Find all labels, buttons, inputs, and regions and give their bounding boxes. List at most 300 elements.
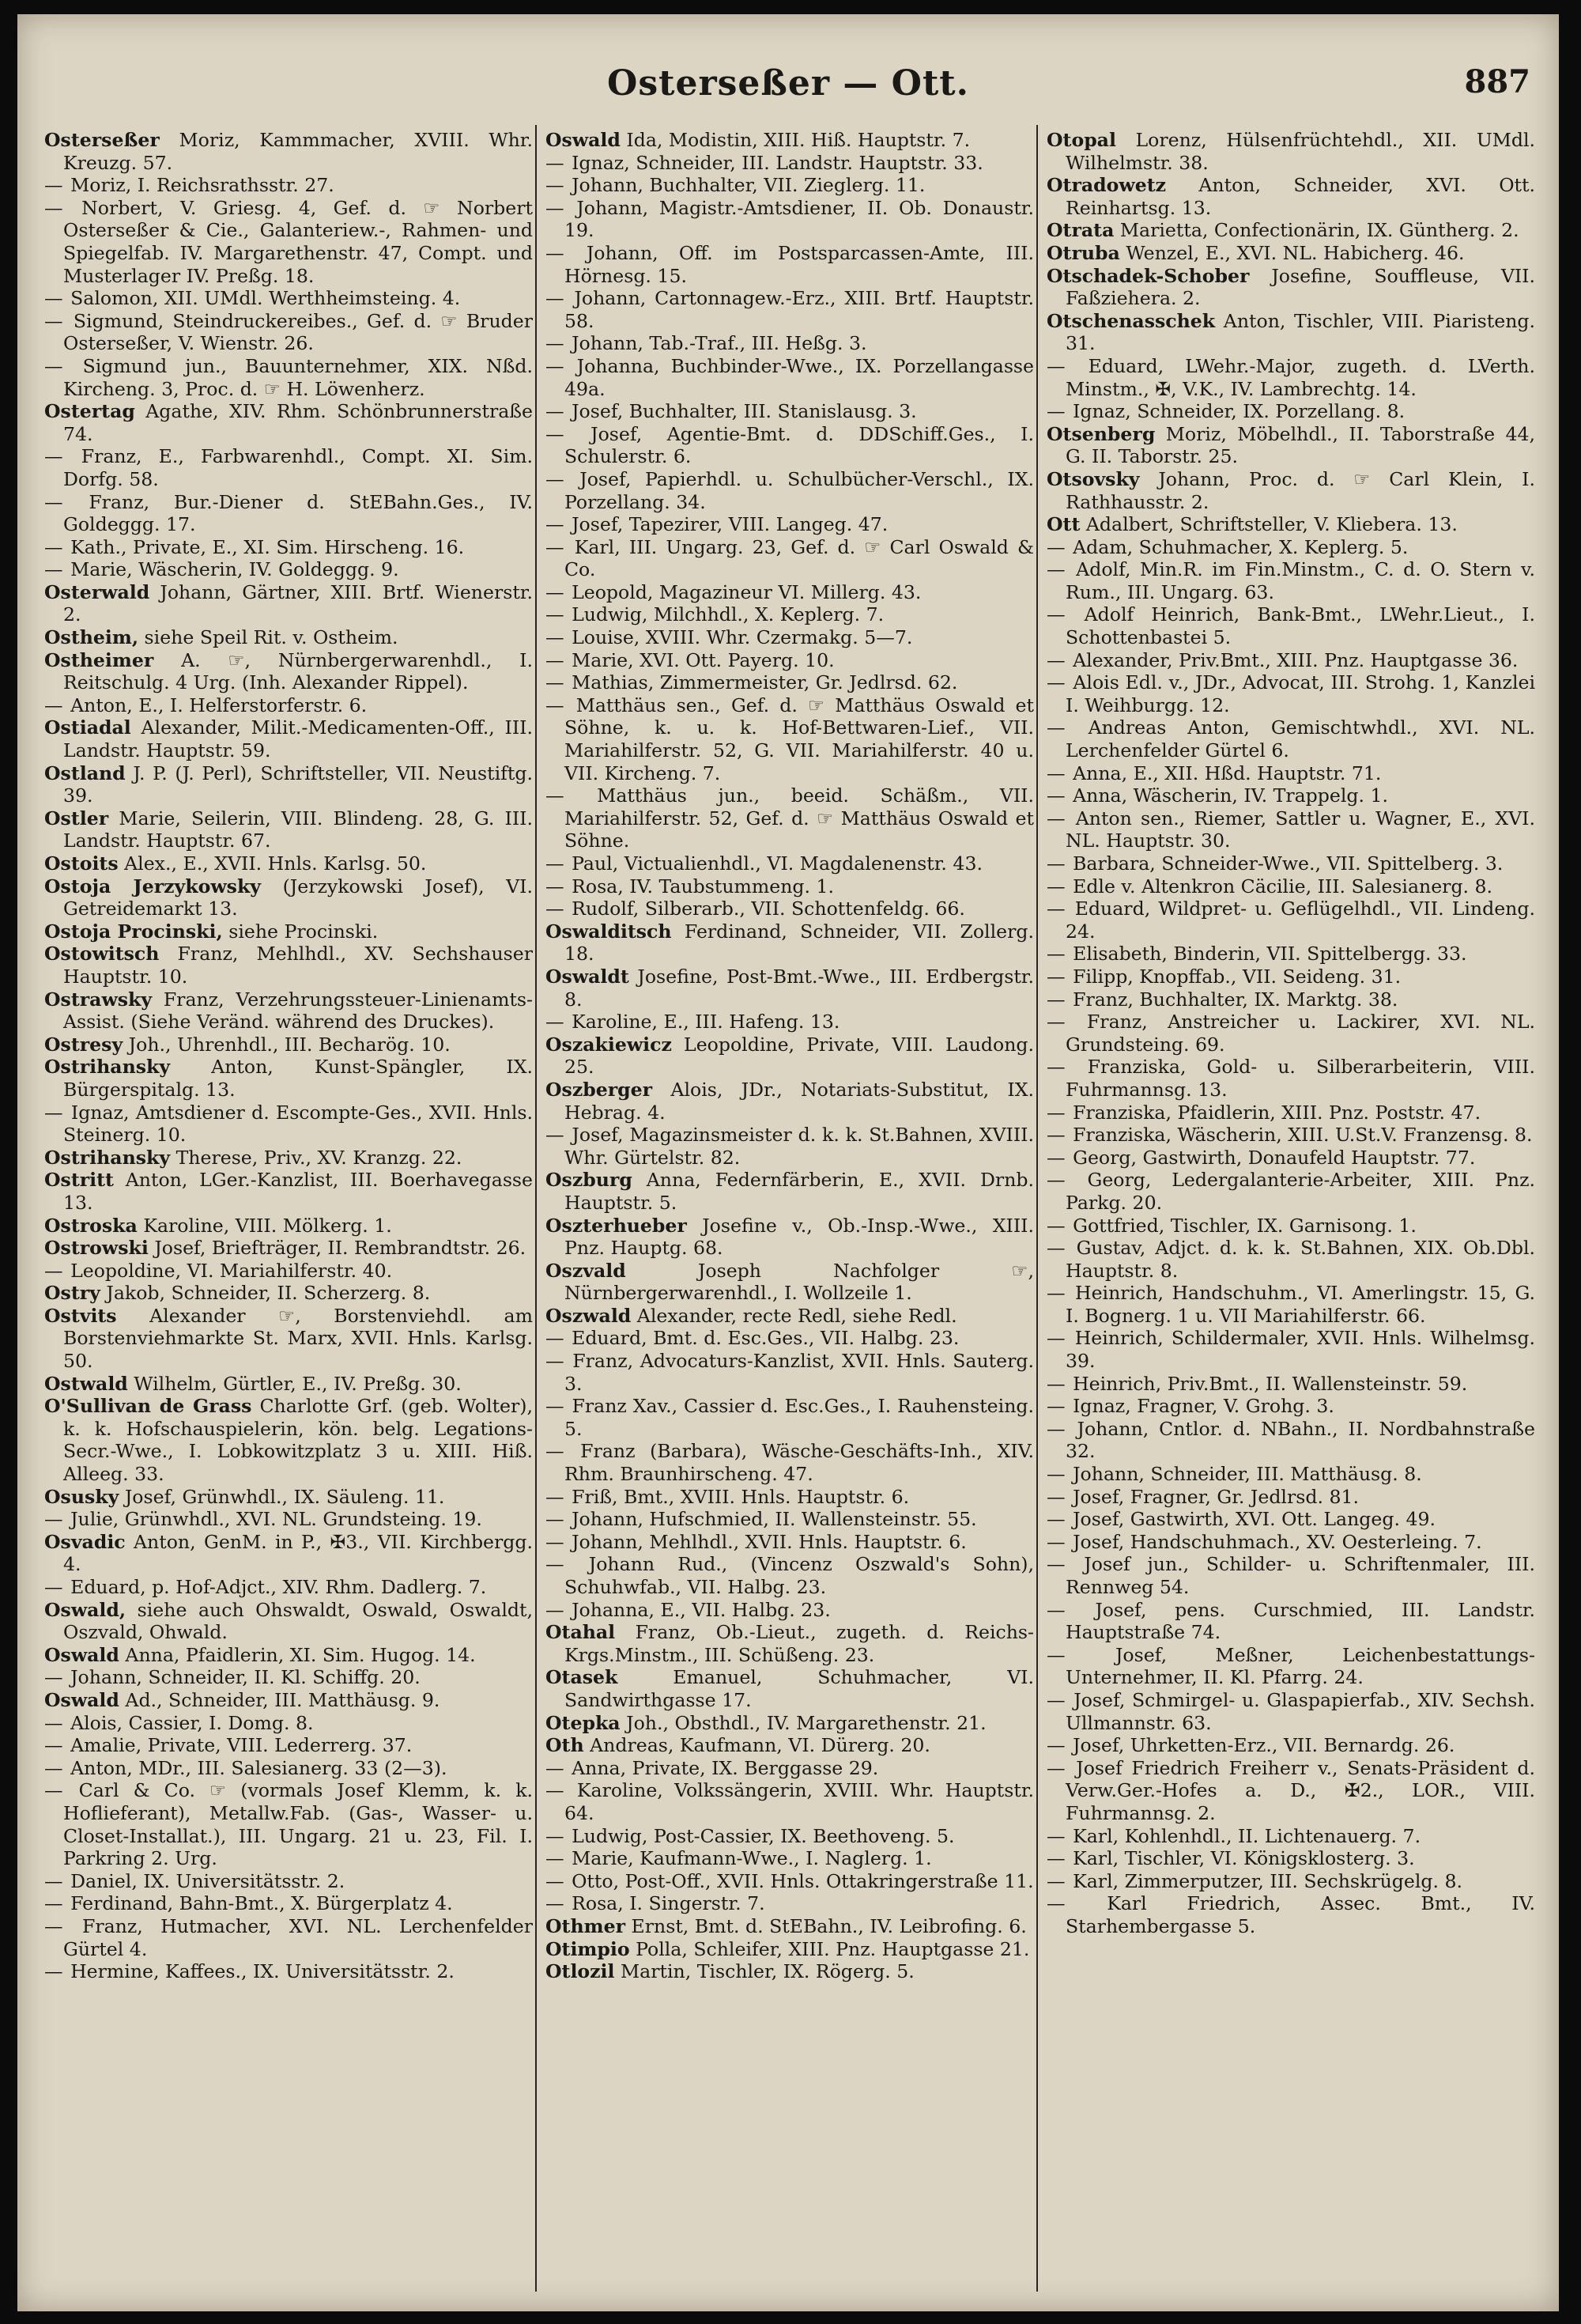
- entry-details: Josef, Buchhalter, III. Stanislausg. 3.: [572, 400, 917, 423]
- entry-details: Gottfried, Tischler, IX. Garnisong. 1.: [1073, 1214, 1417, 1237]
- ditto-dash: —: [1047, 1485, 1072, 1508]
- column-divider: [1036, 125, 1038, 2292]
- directory-entry: [545, 671, 1034, 694]
- entry-surname: Oswald: [44, 1688, 119, 1711]
- entry-details: Marie, Seilerin, VIII. Blindeng. 28, G. III. Landstr. Hauptstr. 67.: [63, 807, 533, 852]
- ditto-dash: —: [44, 490, 88, 513]
- entry-details: Mathias, Zimmermeister, Gr. Jedlrsd. 62.: [572, 671, 958, 694]
- directory-entry: [44, 1147, 533, 1170]
- ditto-dash: —: [545, 1553, 587, 1576]
- entry-details: Rosa, I. Singerstr. 7.: [572, 1892, 765, 1915]
- entry-details: Anna, Pfaidlerin, XI. Sim. Hugog. 14.: [125, 1643, 476, 1666]
- ditto-dash: —: [1047, 1417, 1076, 1440]
- directory-entry: [545, 852, 1034, 875]
- entry-details: Franz, Anstreicher u. Lackirer, XVI. NL. Grundsteing. 69.: [1066, 1011, 1535, 1056]
- directory-entry: [44, 197, 533, 287]
- directory-entry: [44, 400, 533, 445]
- entry-details: Eduard, p. Hof-Adjct., XIV. Rhm. Dadlerg. 7.: [70, 1576, 487, 1598]
- entry-details: Polla, Schleifer, XIII. Pnz. Hauptgasse 21.: [636, 1937, 1030, 1960]
- entry-details: Ignaz, Schneider, III. Landstr. Hauptstr. 33.: [572, 151, 983, 174]
- entry-details: Georg, Gastwirth, Donaufeld Hauptstr. 77.: [1073, 1146, 1476, 1169]
- entry-details: Franz, Buchhalter, IX. Marktg. 38.: [1073, 988, 1398, 1011]
- entry-details: Alexander, Priv.Bmt., XIII. Pnz. Hauptgasse 36.: [1073, 648, 1519, 671]
- ditto-dash: —: [44, 1259, 70, 1282]
- directory-entry: [1047, 716, 1535, 761]
- ditto-dash: —: [1047, 603, 1083, 626]
- directory-entry: [44, 1373, 533, 1396]
- directory-entry: [44, 1056, 533, 1101]
- entry-surname: Oswalditsch: [545, 920, 672, 943]
- ditto-dash: —: [44, 196, 81, 219]
- directory-entry: [1047, 1689, 1535, 1734]
- ditto-dash: —: [1047, 807, 1074, 829]
- directory-entry: [1047, 965, 1535, 988]
- entry-surname: Ostrihansky: [44, 1146, 171, 1169]
- ditto-dash: —: [1047, 1056, 1086, 1079]
- entry-surname: Oszakiewicz: [545, 1033, 672, 1056]
- ditto-dash: —: [44, 354, 81, 377]
- directory-entry: [44, 287, 533, 310]
- ditto-dash: —: [1047, 1869, 1072, 1892]
- ditto-dash: —: [1047, 1598, 1094, 1621]
- directory-entry: [545, 1350, 1034, 1395]
- directory-entry: [1047, 423, 1535, 468]
- entry-surname: Osusky: [44, 1485, 119, 1508]
- entry-details: Franz, Hutmacher, XVI. NL. Lerchenfelder Gürtel 4.: [63, 1914, 533, 1960]
- directory-entry: [1047, 875, 1535, 898]
- entry-surname: Otschadek-Schober: [1047, 264, 1250, 287]
- entry-details: Johann, Mehlhdl., XVII. Hnls. Hauptstr. 6.: [572, 1530, 967, 1553]
- entry-surname: Ostrawsky: [44, 988, 153, 1011]
- entry-details: Agathe, XIV. Rhm. Schönbrunnerstraße 74.: [63, 400, 533, 445]
- ditto-dash: —: [545, 332, 571, 355]
- entry-details: Edle v. Altenkron Cäcilie, III. Salesianerg. 8.: [1073, 875, 1493, 897]
- ditto-dash: —: [1047, 648, 1072, 671]
- entry-details: Johann, Cartonnagew.-Erz., XIII. Brtf. Hauptstr. 58.: [564, 287, 1034, 332]
- entry-details: Ferdinand, Bahn-Bmt., X. Bürgerplatz 4.: [70, 1892, 453, 1915]
- entry-details: Karoline, Volkssängerin, XVIII. Whr. Hauptstr. 64.: [564, 1779, 1034, 1824]
- entry-details: Franz, Verzehrungssteuer-Linienamts-Assist. (Siehe Veränd. während des Druckes).: [63, 988, 533, 1034]
- ditto-dash: —: [1047, 1237, 1075, 1260]
- ditto-dash: —: [1047, 1847, 1072, 1870]
- entry-details: Adolf, Min.R. im Fin.Minstm., C. d. O. Stern v. Rum., III. Ungarg. 63.: [1066, 558, 1535, 603]
- directory-entry: [44, 762, 533, 807]
- ditto-dash: —: [44, 1756, 70, 1779]
- directory-entry: [44, 626, 533, 649]
- directory-entry: [1047, 1169, 1535, 1214]
- directory-entry: [545, 355, 1034, 400]
- entry-details: Karl, Zimmerputzer, III. Sechskrügelg. 8.: [1073, 1869, 1462, 1892]
- ditto-dash: —: [1047, 400, 1072, 423]
- directory-entry: [545, 174, 1034, 197]
- directory-entry: [44, 807, 533, 852]
- entry-details: Franziska, Pfaidlerin, XIII. Pnz. Poststr. 47.: [1073, 1101, 1481, 1124]
- directory-entry: [44, 1508, 533, 1531]
- directory-entry: [44, 1644, 533, 1667]
- directory-entry: [44, 558, 533, 581]
- entry-surname: Osterseßer: [44, 129, 160, 151]
- entry-surname: Ostowitsch: [44, 943, 160, 965]
- entry-surname: Ostrowski: [44, 1237, 149, 1260]
- entry-details: Franz Xav., Cassier d. Esc.Ges., I. Rauhensteing. 5.: [564, 1395, 1034, 1440]
- ditto-dash: —: [545, 1350, 572, 1373]
- directory-entry: [44, 1395, 533, 1485]
- directory-entry: [1047, 897, 1535, 943]
- entry-surname: Otasek: [545, 1666, 618, 1689]
- directory-entry: [545, 1757, 1034, 1780]
- directory-entry: [44, 1237, 533, 1260]
- directory-entry: [44, 1102, 533, 1147]
- entry-details: Johann, Tab.-Traf., III. Heßg. 3.: [572, 332, 867, 355]
- ditto-dash: —: [545, 1598, 571, 1621]
- entry-details: Josef, Handschuhmach., XV. Oesterleing. 7.: [1073, 1530, 1482, 1553]
- entry-surname: Otepka: [545, 1711, 621, 1734]
- entry-details: Josef, Magazinsmeister d. k. k. St.Bahnen, XVIII. Whr. Gürtelstr. 82.: [564, 1124, 1034, 1169]
- ditto-dash: —: [1047, 897, 1073, 920]
- entry-details: Franz (Barbara), Wäsche-Geschäfts-Inh., XIV. Rhm. Braunhirscheng. 47.: [564, 1440, 1034, 1486]
- entry-details: Joseph Nachfolger ☞, Nürnbergerwarenhdl., I. Wollzeile 1.: [564, 1259, 1034, 1305]
- entry-details: Franz, Bur.-Diener d. StEBahn.Ges., IV. Goldeggg. 17.: [63, 490, 533, 536]
- directory-entry: [545, 1440, 1034, 1485]
- ditto-dash: —: [545, 535, 573, 558]
- directory-entry: [44, 1779, 533, 1869]
- ditto-dash: —: [545, 400, 571, 423]
- directory-entry: [44, 581, 533, 626]
- entry-details: Adolf Heinrich, Bank-Bmt., LWehr.Lieut., I. Schottenbastei 5.: [1066, 603, 1535, 649]
- entry-details: Josef jun., Schilder- u. Schriftenmaler, III. Rennweg 54.: [1066, 1553, 1535, 1598]
- directory-entry: [1047, 1373, 1535, 1396]
- entry-details: Anna, Federnfärberin, E., XVII. Drnb. Hauptstr. 5.: [564, 1169, 1034, 1214]
- directory-entry: [1047, 1870, 1535, 1893]
- entry-details: Johann Rud., (Vincenz Oszwald's Sohn), Schuhwfab., VII. Halbg. 23.: [564, 1553, 1034, 1598]
- entry-details: Moriz, Kammmacher, XVIII. Whr. Kreuzg. 57.: [63, 129, 533, 174]
- ditto-dash: —: [545, 467, 579, 490]
- directory-column-1: [44, 129, 533, 2296]
- entry-details: siehe auch Ohswaldt, Oswald, Oswaldt, Oszvald, Ohwald.: [63, 1598, 533, 1644]
- ditto-dash: —: [1047, 1756, 1075, 1779]
- ditto-dash: —: [545, 174, 571, 197]
- directory-entry: [545, 694, 1034, 784]
- ditto-dash: —: [1047, 852, 1072, 875]
- entry-details: Karl, Tischler, VI. Königsklosterg. 3.: [1073, 1847, 1415, 1870]
- ditto-dash: —: [1047, 1146, 1072, 1169]
- entry-details: Otto, Post-Off., XVII. Hnls. Ottakringerstraße 11.: [572, 1869, 1034, 1892]
- entry-details: Andreas Anton, Gemischtwhdl., XVI. NL. Lerchenfelder Gürtel 6.: [1066, 716, 1535, 762]
- directory-entry: [1047, 943, 1535, 965]
- directory-entry: [545, 581, 1034, 604]
- directory-entry: [545, 287, 1034, 332]
- ditto-dash: —: [545, 897, 571, 920]
- entry-surname: Ostresy: [44, 1033, 123, 1056]
- directory-column-2: [545, 129, 1034, 2296]
- entry-details: Moriz, Möbelhdl., II. Taborstraße 44, G. II. Taborstr. 25.: [1066, 422, 1535, 468]
- entry-surname: Ostroska: [44, 1214, 138, 1237]
- entry-details: Marietta, Confectionärin, IX. Güntherg. 2.: [1119, 219, 1519, 242]
- entry-details: Hermine, Kaffees., IX. Universitätsstr. 2.: [70, 1960, 455, 1983]
- entry-details: Anna, Wäscherin, IV. Trappelg. 1.: [1073, 784, 1388, 807]
- ditto-dash: —: [44, 174, 70, 197]
- directory-entry: [1047, 1825, 1535, 1848]
- entry-details: Leopoldine, Private, VIII. Laudong. 25.: [564, 1033, 1034, 1079]
- entry-surname: Osvadic: [44, 1530, 126, 1553]
- directory-entry: [545, 468, 1034, 513]
- directory-entry: [1047, 558, 1535, 603]
- entry-surname: Ostheim,: [44, 626, 139, 649]
- ditto-dash: —: [44, 1734, 70, 1757]
- entry-surname: Otrata: [1047, 219, 1115, 242]
- entry-details: Johann, Gärtner, XIII. Brtf. Wienerstr. 2.: [63, 580, 533, 626]
- entry-details: Paul, Victualienhdl., VI. Magdalenenstr. 43.: [572, 852, 983, 875]
- entry-details: Ignaz, Fragner, V. Grohg. 3.: [1073, 1395, 1334, 1418]
- ditto-dash: —: [545, 354, 575, 377]
- entry-details: Josef, Grünwhdl., IX. Säuleng. 11.: [124, 1485, 445, 1508]
- ditto-dash: —: [44, 1711, 70, 1734]
- ditto-dash: —: [545, 1440, 579, 1463]
- page-number: 887: [1464, 63, 1530, 100]
- ditto-dash: —: [1047, 1643, 1114, 1666]
- ditto-dash: —: [1047, 1395, 1072, 1418]
- directory-entry: [1047, 784, 1535, 807]
- entry-details: Martin, Tischler, IX. Rögerg. 5.: [620, 1960, 915, 1983]
- directory-column-3: [1047, 129, 1535, 2296]
- directory-entry: [1047, 1102, 1535, 1124]
- entry-surname: Oswaldt: [545, 965, 629, 988]
- directory-entry: [44, 445, 533, 490]
- ditto-dash: —: [545, 287, 573, 310]
- entry-details: Adam, Schuhmacher, X. Keplerg. 5.: [1073, 535, 1409, 558]
- entry-details: Alois, Cassier, I. Domg. 8.: [70, 1711, 314, 1734]
- directory-entry: [1047, 1508, 1535, 1531]
- directory-entry: [1047, 1418, 1535, 1463]
- entry-details: Heinrich, Priv.Bmt., II. Wallensteinstr. 59.: [1073, 1372, 1468, 1395]
- ditto-dash: —: [545, 1892, 571, 1915]
- entry-surname: Otsenberg: [1047, 422, 1156, 445]
- directory-entry: [545, 1870, 1034, 1893]
- entry-surname: Otlozil: [545, 1960, 615, 1983]
- entry-details: Alexander, recte Redl, siehe Redl.: [636, 1304, 957, 1327]
- directory-entry: [545, 1508, 1034, 1531]
- ditto-dash: —: [545, 1011, 571, 1034]
- entry-surname: O'Sullivan de Grass: [44, 1395, 252, 1418]
- entry-details: Salomon, XII. UMdl. Werthheimsteing. 4.: [70, 287, 461, 310]
- entry-details: Johann, Cntlor. d. NBahn., II. Nordbahnstraße 32.: [1066, 1417, 1535, 1463]
- entry-details: Georg, Ledergalanterie-Arbeiter, XIII. Pnz. Parkg. 20.: [1066, 1169, 1535, 1214]
- entry-surname: Ostrihansky: [44, 1056, 171, 1079]
- entry-details: Wilhelm, Gürtler, E., IV. Preßg. 30.: [134, 1372, 462, 1395]
- entry-details: Franz, Advocaturs-Kanzlist, XVII. Hnls. Sauterg. 3.: [564, 1350, 1034, 1395]
- directory-entry: [1047, 1327, 1535, 1372]
- entry-details: Leopoldine, VI. Mariahilferstr. 40.: [70, 1259, 393, 1282]
- directory-entry: [545, 1531, 1034, 1554]
- entry-surname: Ott: [1047, 513, 1081, 536]
- ditto-dash: —: [545, 422, 590, 445]
- entry-details: Friß, Bmt., XVIII. Hnls. Hauptstr. 6.: [572, 1485, 910, 1508]
- directory-entry: [545, 536, 1034, 581]
- directory-entry: [44, 716, 533, 761]
- directory-entry: [1047, 1011, 1535, 1056]
- ditto-dash: —: [545, 513, 571, 536]
- entry-details: Carl & Co. ☞ (vormals Josef Klemm, k. k. Hoflieferant), Metallw.Fab. (Gas-, Wasser- u. Closet-Installat.), III. Ungarg. 21 u. 23, Fil. I. Parkring 2. Urg.: [63, 1779, 533, 1870]
- ditto-dash: —: [1047, 1169, 1086, 1192]
- directory-entry: [1047, 129, 1535, 174]
- entry-details: Eduard, LWehr.-Major, zugeth. d. LVerth. Minstm., ✠, V.K., IV. Lambrechtg. 14.: [1066, 354, 1535, 400]
- directory-entry: [545, 1305, 1034, 1328]
- entry-surname: Ostoja Jerzykowsky: [44, 875, 262, 897]
- directory-entry: [44, 943, 533, 988]
- directory-entry: [1047, 671, 1535, 716]
- entry-details: Johann, Buchhalter, VII. Zieglerg. 11.: [572, 174, 926, 197]
- directory-entry: [1047, 807, 1535, 852]
- entry-details: Ludwig, Milchhdl., X. Keplerg. 7.: [572, 603, 885, 626]
- ditto-dash: —: [545, 151, 571, 174]
- directory-entry: [545, 649, 1034, 672]
- entry-surname: Otruba: [1047, 241, 1120, 264]
- entry-surname: Ostritt: [44, 1169, 114, 1192]
- directory-entry: [545, 1938, 1034, 1961]
- directory-entry: [44, 129, 533, 174]
- entry-details: Sigmund jun., Bauunternehmer, XIX. Nßd. Kircheng. 3, Proc. d. ☞ H. Löwenherz.: [63, 354, 533, 400]
- entry-details: Anna, Private, IX. Berggasse 29.: [572, 1756, 879, 1779]
- directory-entry: [44, 1531, 533, 1576]
- entry-details: Joh., Obsthdl., IV. Margarethenstr. 21.: [626, 1711, 987, 1734]
- entry-details: Josefine, Post-Bmt.-Wwe., III. Erdbergstr. 8.: [564, 965, 1034, 1011]
- ditto-dash: —: [44, 1508, 70, 1531]
- entry-surname: Oszburg: [545, 1169, 632, 1192]
- directory-entry: [44, 1282, 533, 1305]
- entry-details: Ida, Modistin, XIII. Hiß. Hauptstr. 7.: [626, 129, 971, 151]
- entry-details: Josef, Briefträger, II. Rembrandtstr. 26.: [154, 1237, 526, 1260]
- directory-entry: [1047, 988, 1535, 1011]
- directory-entry: [44, 1169, 533, 1214]
- ditto-dash: —: [545, 671, 571, 694]
- entry-surname: Ostoits: [44, 852, 119, 875]
- directory-entry: [1047, 1237, 1535, 1282]
- directory-entry: [1047, 536, 1535, 559]
- entry-details: Ignaz, Amtsdiener d. Escompte-Ges., XVII. Hnls. Steinerg. 10.: [63, 1101, 533, 1147]
- directory-entry: [44, 1689, 533, 1712]
- ditto-dash: —: [1047, 1734, 1072, 1757]
- entry-details: Anton, Schneider, XVI. Ott. Reinhartsg. 13.: [1066, 174, 1535, 219]
- entry-surname: Ostry: [44, 1282, 100, 1305]
- entry-surname: Oszterhueber: [545, 1214, 687, 1237]
- directory-entry: [545, 1621, 1034, 1666]
- ditto-dash: —: [44, 1869, 70, 1892]
- ditto-dash: —: [44, 1892, 70, 1915]
- directory-entry: [1047, 174, 1535, 219]
- entry-surname: Ostland: [44, 761, 126, 784]
- ditto-dash: —: [1047, 1508, 1072, 1531]
- entry-surname: Ostler: [44, 807, 109, 829]
- entry-details: Johann, Magistr.-Amtsdiener, II. Ob. Donaustr. 19.: [564, 196, 1034, 242]
- ditto-dash: —: [1047, 943, 1072, 965]
- directory-entry: [1047, 219, 1535, 242]
- ditto-dash: —: [1047, 761, 1072, 784]
- entry-details: (Jerzykowski Josef), VI. Getreidemarkt 13.: [63, 875, 533, 920]
- entry-details: Lorenz, Hülsenfrüchtehdl., XII. UMdl. Wilhelmstr. 38.: [1066, 129, 1535, 174]
- directory-entry: [545, 152, 1034, 175]
- directory-entry: [545, 1260, 1034, 1305]
- entry-surname: Otradowetz: [1047, 174, 1167, 197]
- directory-entry: [545, 1553, 1034, 1598]
- entry-details: Marie, Kaufmann-Wwe., I. Naglerg. 1.: [572, 1847, 932, 1870]
- directory-entry: [1047, 1644, 1535, 1689]
- directory-entry: [545, 1779, 1034, 1824]
- entry-details: Therese, Priv., XV. Kranzg. 22.: [175, 1146, 462, 1169]
- directory-entry: [1047, 1757, 1535, 1825]
- entry-surname: Otimpio: [545, 1937, 630, 1960]
- directory-entry: [545, 875, 1034, 898]
- ditto-dash: —: [1047, 558, 1075, 581]
- ditto-dash: —: [1047, 784, 1072, 807]
- directory-entry: [545, 1215, 1034, 1260]
- ditto-dash: —: [1047, 354, 1087, 377]
- ditto-dash: —: [545, 1824, 571, 1847]
- entry-details: siehe Speil Rit. v. Ostheim.: [144, 626, 398, 649]
- directory-entry: [545, 1599, 1034, 1622]
- ditto-dash: —: [1047, 988, 1072, 1011]
- directory-entry: [545, 1960, 1034, 1983]
- entry-details: Karl, Kohlenhdl., II. Lichtenauerg. 7.: [1073, 1824, 1421, 1847]
- directory-entry: [545, 1079, 1034, 1124]
- directory-entry: [545, 784, 1034, 852]
- entry-details: Anton, MDr., III. Salesianerg. 33 (2—3).: [70, 1756, 447, 1779]
- entry-details: Johanna, E., VII. Halbg. 23.: [572, 1598, 831, 1621]
- directory-entry: [44, 310, 533, 355]
- directory-entry: [1047, 1215, 1535, 1238]
- entry-details: Alois Edl. v., JDr., Advocat, III. Strohg. 1, Kanzlei I. Weihburgg. 12.: [1066, 671, 1535, 716]
- entry-details: Anton, LGer.-Kanzlist, III. Boerhavegasse 13.: [63, 1169, 533, 1214]
- ditto-dash: —: [1047, 1327, 1073, 1350]
- entry-details: Ignaz, Schneider, IX. Porzellang. 8.: [1073, 400, 1406, 423]
- directory-entry: [545, 197, 1034, 242]
- directory-entry: [545, 423, 1034, 468]
- entry-details: Ernst, Bmt. d. StEBahn., IV. Leibrofing. 6.: [631, 1914, 1027, 1937]
- entry-details: Jakob, Schneider, II. Scherzerg. 8.: [106, 1282, 431, 1305]
- entry-details: Charlotte Grf. (geb. Wolter), k. k. Hofschauspielerin, kön. belg. Legations-Secr.-Wwe., I. Lobkowitzplatz 3 u. XIII. Hiß. Alleeg. 33.: [63, 1395, 533, 1486]
- entry-surname: Otahal: [545, 1621, 616, 1644]
- entry-details: Joh., Uhrenhdl., III. Becharög. 10.: [128, 1033, 451, 1056]
- entry-details: Johanna, Buchbinder-Wwe., IX. Porzellangasse 49a.: [564, 354, 1034, 400]
- ditto-dash: —: [1047, 671, 1072, 694]
- ditto-dash: —: [1047, 1892, 1106, 1915]
- ditto-dash: —: [545, 580, 571, 603]
- directory-entry: [1047, 468, 1535, 513]
- ditto-dash: —: [44, 1576, 70, 1598]
- directory-entry: [545, 603, 1034, 626]
- entry-details: Alexander ☞, Borstenviehdl. am Borstenviehmarkte St. Marx, XVII. Hnls. Karlsg. 50.: [63, 1304, 533, 1373]
- ditto-dash: —: [545, 1530, 571, 1553]
- entry-details: Josef, Uhrketten-Erz., VII. Bernardg. 26.: [1073, 1734, 1455, 1757]
- ditto-dash: —: [545, 1756, 571, 1779]
- directory-page: [17, 14, 1559, 2311]
- ditto-dash: —: [1047, 1824, 1072, 1847]
- ditto-dash: —: [545, 1508, 571, 1531]
- entry-surname: Ostvits: [44, 1304, 117, 1327]
- entry-details: Anton, E., I. Helferstorferstr. 6.: [70, 693, 368, 716]
- ditto-dash: —: [1047, 535, 1072, 558]
- directory-entry: [44, 1892, 533, 1915]
- ditto-dash: —: [545, 196, 575, 219]
- entry-details: Josef, Fragner, Gr. Jedlrsd. 81.: [1073, 1485, 1359, 1508]
- ditto-dash: —: [1047, 1101, 1072, 1124]
- ditto-dash: —: [44, 693, 70, 716]
- directory-entry: [44, 1215, 533, 1238]
- column-divider: [535, 125, 537, 2292]
- directory-entry: [1047, 242, 1535, 265]
- entry-details: Adalbert, Schriftsteller, V. Kliebera. 13.: [1085, 513, 1458, 536]
- entry-details: Johann, Off. im Postsparcassen-Amte, III. Hörnesg. 15.: [564, 241, 1034, 287]
- directory-entry: [44, 875, 533, 920]
